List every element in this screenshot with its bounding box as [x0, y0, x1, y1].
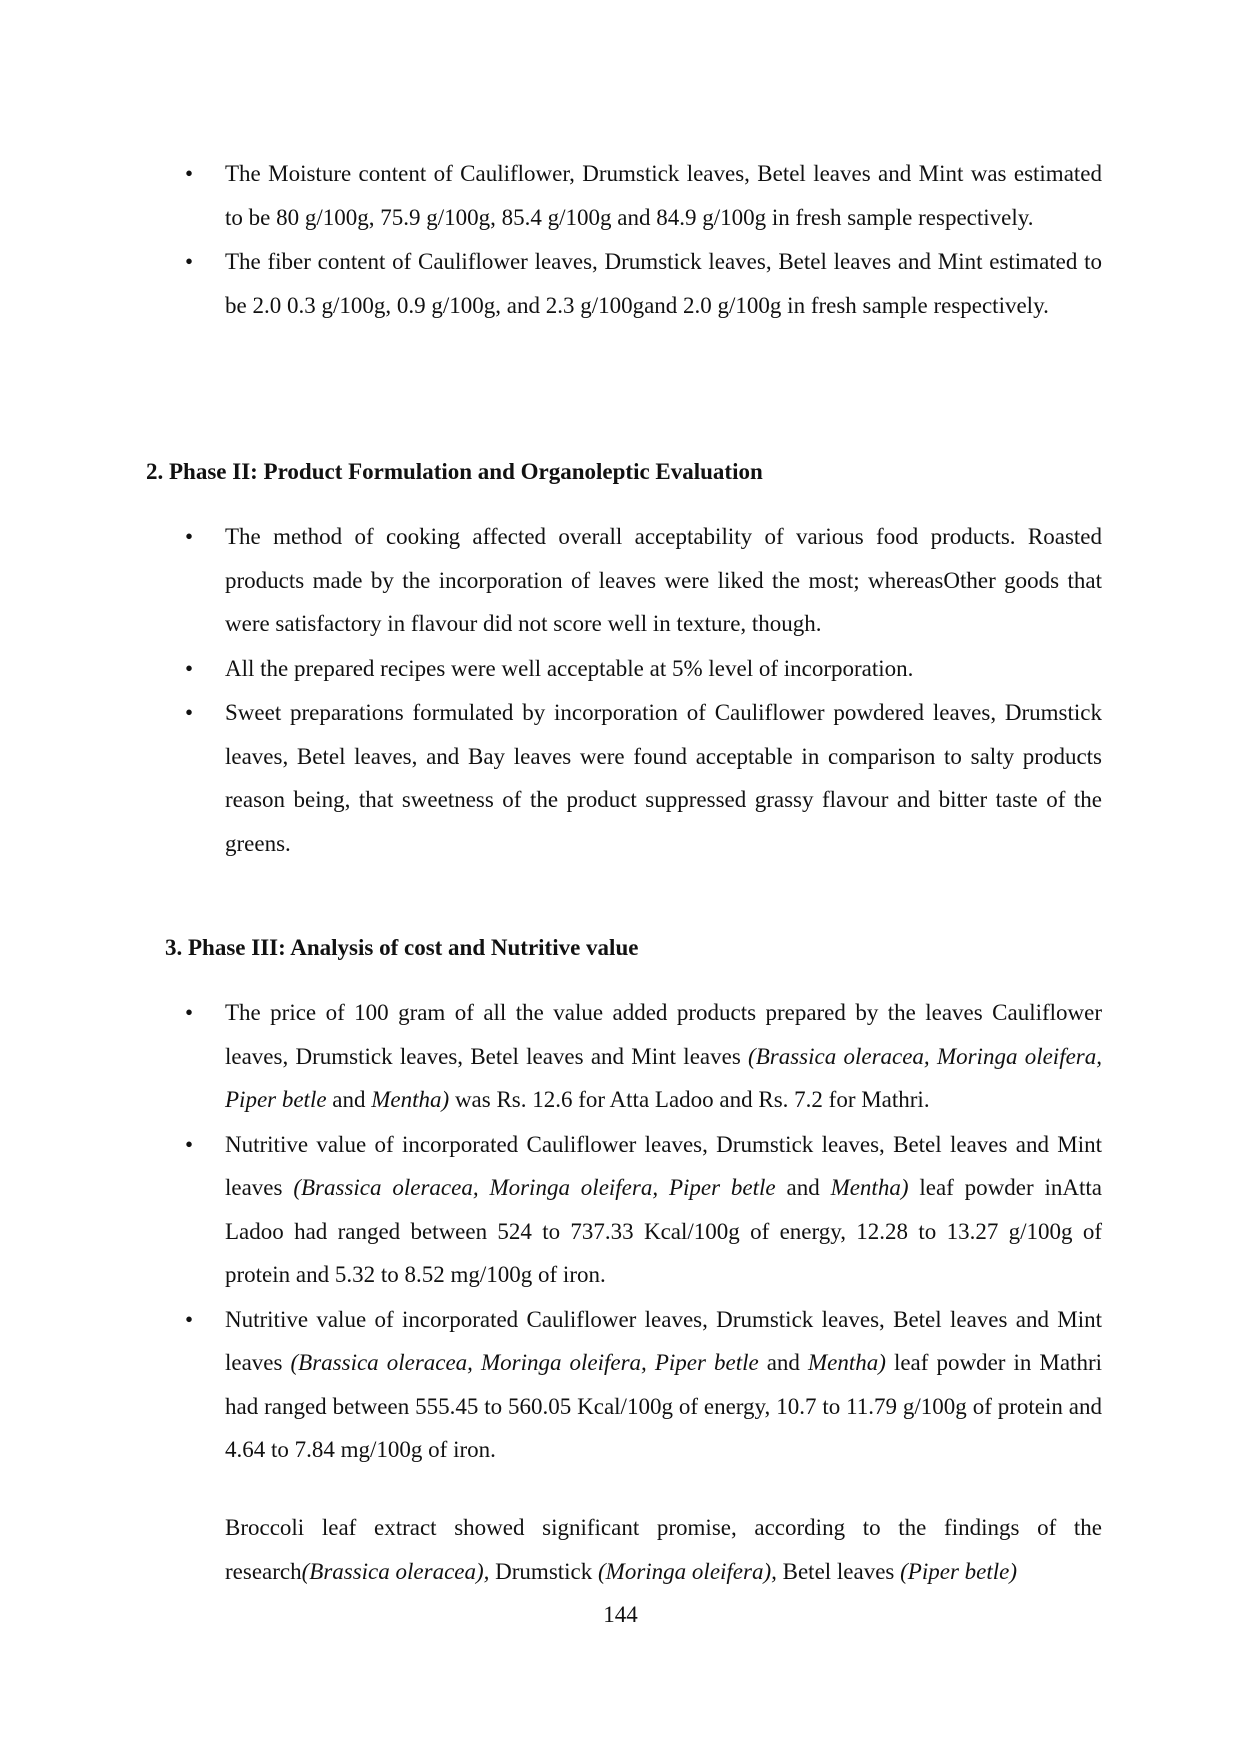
conjunction: and	[775, 1175, 831, 1200]
bullet-icon: •	[185, 1131, 194, 1157]
phase2-number: 2.	[146, 459, 164, 484]
bullet-text: All the prepared recipes were well acceptable at 5% level of incorporation.	[225, 655, 914, 681]
phase1-bullet-list	[185, 152, 1102, 328]
bullet-text-tail: leaf powder inAtta Ladoo had ranged between 524 to 737.33 Kcal/100g of energy, 12.28 to 13.27 g/100g of protein and 5.32 to 8.52 mg/100g of iron.	[225, 1175, 1103, 1287]
bullet-text: The Moisture content of Cauliflower, Drumstick leaves, Betel leaves and Mint was estimated to be 80 g/100g, 75.9 g/100g, 85.4 g/100g and 84.9 g/100g in fresh sample respectively.	[225, 161, 1102, 230]
conjunction: and	[758, 1350, 808, 1375]
list-item	[185, 1123, 1102, 1297]
bullet-text-lead: The price of 100 gram of all the value added products prepared by the leaves Cauliflower leaves, Drumstick leaves, Betel leaves and Mint leaves	[225, 1000, 1102, 1069]
closing-text-1: Broccoli leaf extract showed significant promise, according to the findings of the research	[225, 1515, 1102, 1584]
list-item	[185, 691, 1102, 865]
bullet-icon: •	[185, 700, 194, 725]
phase3-bullet-list	[185, 991, 1102, 1473]
species-mentha: Mentha)	[807, 1350, 886, 1375]
closing-species-2: (Moringa oleifera),	[598, 1558, 777, 1584]
species-names: (Brassica oleracea, Moringa oleifera, Piper betle	[293, 1175, 776, 1200]
bullet-icon: •	[185, 1000, 194, 1025]
closing-text-3: Betel leaves	[776, 1558, 901, 1584]
bullet-icon: •	[185, 249, 194, 274]
species-names: (Brassica oleracea, Moringa oleifera, Piper betle	[225, 1043, 1102, 1112]
phase3-number: 3.	[165, 935, 183, 960]
bullet-text: The method of cooking affected overall acceptability of various food products. Roasted products made by the incorporation of leaves were liked the most; whereasOther goods that were satisfactory in flavour did not score well in texture, though.	[225, 524, 1102, 636]
species-names: (Brassica oleracea, Moringa oleifera, Piper betle	[290, 1350, 759, 1375]
closing-text-2: Drumstick	[489, 1558, 599, 1584]
conjunction: and	[326, 1087, 372, 1112]
closing-species-3: (Piper betle)	[900, 1558, 1018, 1584]
bullet-text-tail: leaf powder in Mathri had ranged between 555.45 to 560.05 Kcal/100g of energy, 10.7 to 11.79 g/100g of protein and 4.64 to 7.84 mg/100g of iron.	[225, 1350, 1103, 1462]
list-item	[185, 152, 1102, 239]
phase2-heading	[146, 457, 763, 487]
bullet-icon: •	[185, 161, 194, 186]
bullet-text-lead: Nutritive value of incorporated Cauliflower leaves, Drumstick leaves, Betel leaves and Mint leaves	[225, 1306, 1102, 1375]
list-item	[185, 991, 1102, 1122]
page-number: 144	[603, 1602, 638, 1627]
list-item	[185, 515, 1102, 646]
phase3-heading	[165, 933, 638, 963]
species-mentha: Mentha)	[830, 1175, 909, 1200]
list-item	[185, 647, 1102, 691]
bullet-text-lead: Nutritive value of incorporated Cauliflower leaves, Drumstick leaves, Betel leaves and Mint leaves	[225, 1131, 1102, 1200]
phase2-bullet-list	[185, 515, 1102, 866]
bullet-icon: •	[185, 524, 194, 549]
bullet-text: The fiber content of Cauliflower leaves, Drumstick leaves, Betel leaves and Mint estimated to be 2.0 0.3 g/100g, 0.9 g/100g, and 2.3 g/100gand 2.0 g/100g in fresh sample respectively.	[225, 249, 1102, 318]
closing-species-1: (Brassica oleracea),	[301, 1558, 490, 1584]
bullet-icon: •	[185, 1306, 194, 1332]
bullet-icon: •	[185, 655, 194, 681]
bullet-text-tail: was Rs. 12.6 for Atta Ladoo and Rs. 7.2 for Mathri.	[449, 1087, 930, 1112]
species-mentha: Mentha)	[371, 1087, 450, 1112]
list-item	[185, 240, 1102, 327]
phase2-title: Phase II: Product Formulation and Organoleptic Evaluation	[169, 459, 763, 484]
phase3-title: Phase III: Analysis of cost and Nutritive value	[188, 935, 639, 960]
closing-paragraph	[225, 1506, 1102, 1593]
list-item	[185, 1298, 1102, 1472]
bullet-text: Sweet preparations formulated by incorporation of Cauliflower powdered leaves, Drumstick leaves, Betel leaves, and Bay leaves were found acceptable in comparison to salty products reason being, that sweetness of the product suppressed grassy flavour and bitter taste of the greens.	[225, 700, 1102, 856]
